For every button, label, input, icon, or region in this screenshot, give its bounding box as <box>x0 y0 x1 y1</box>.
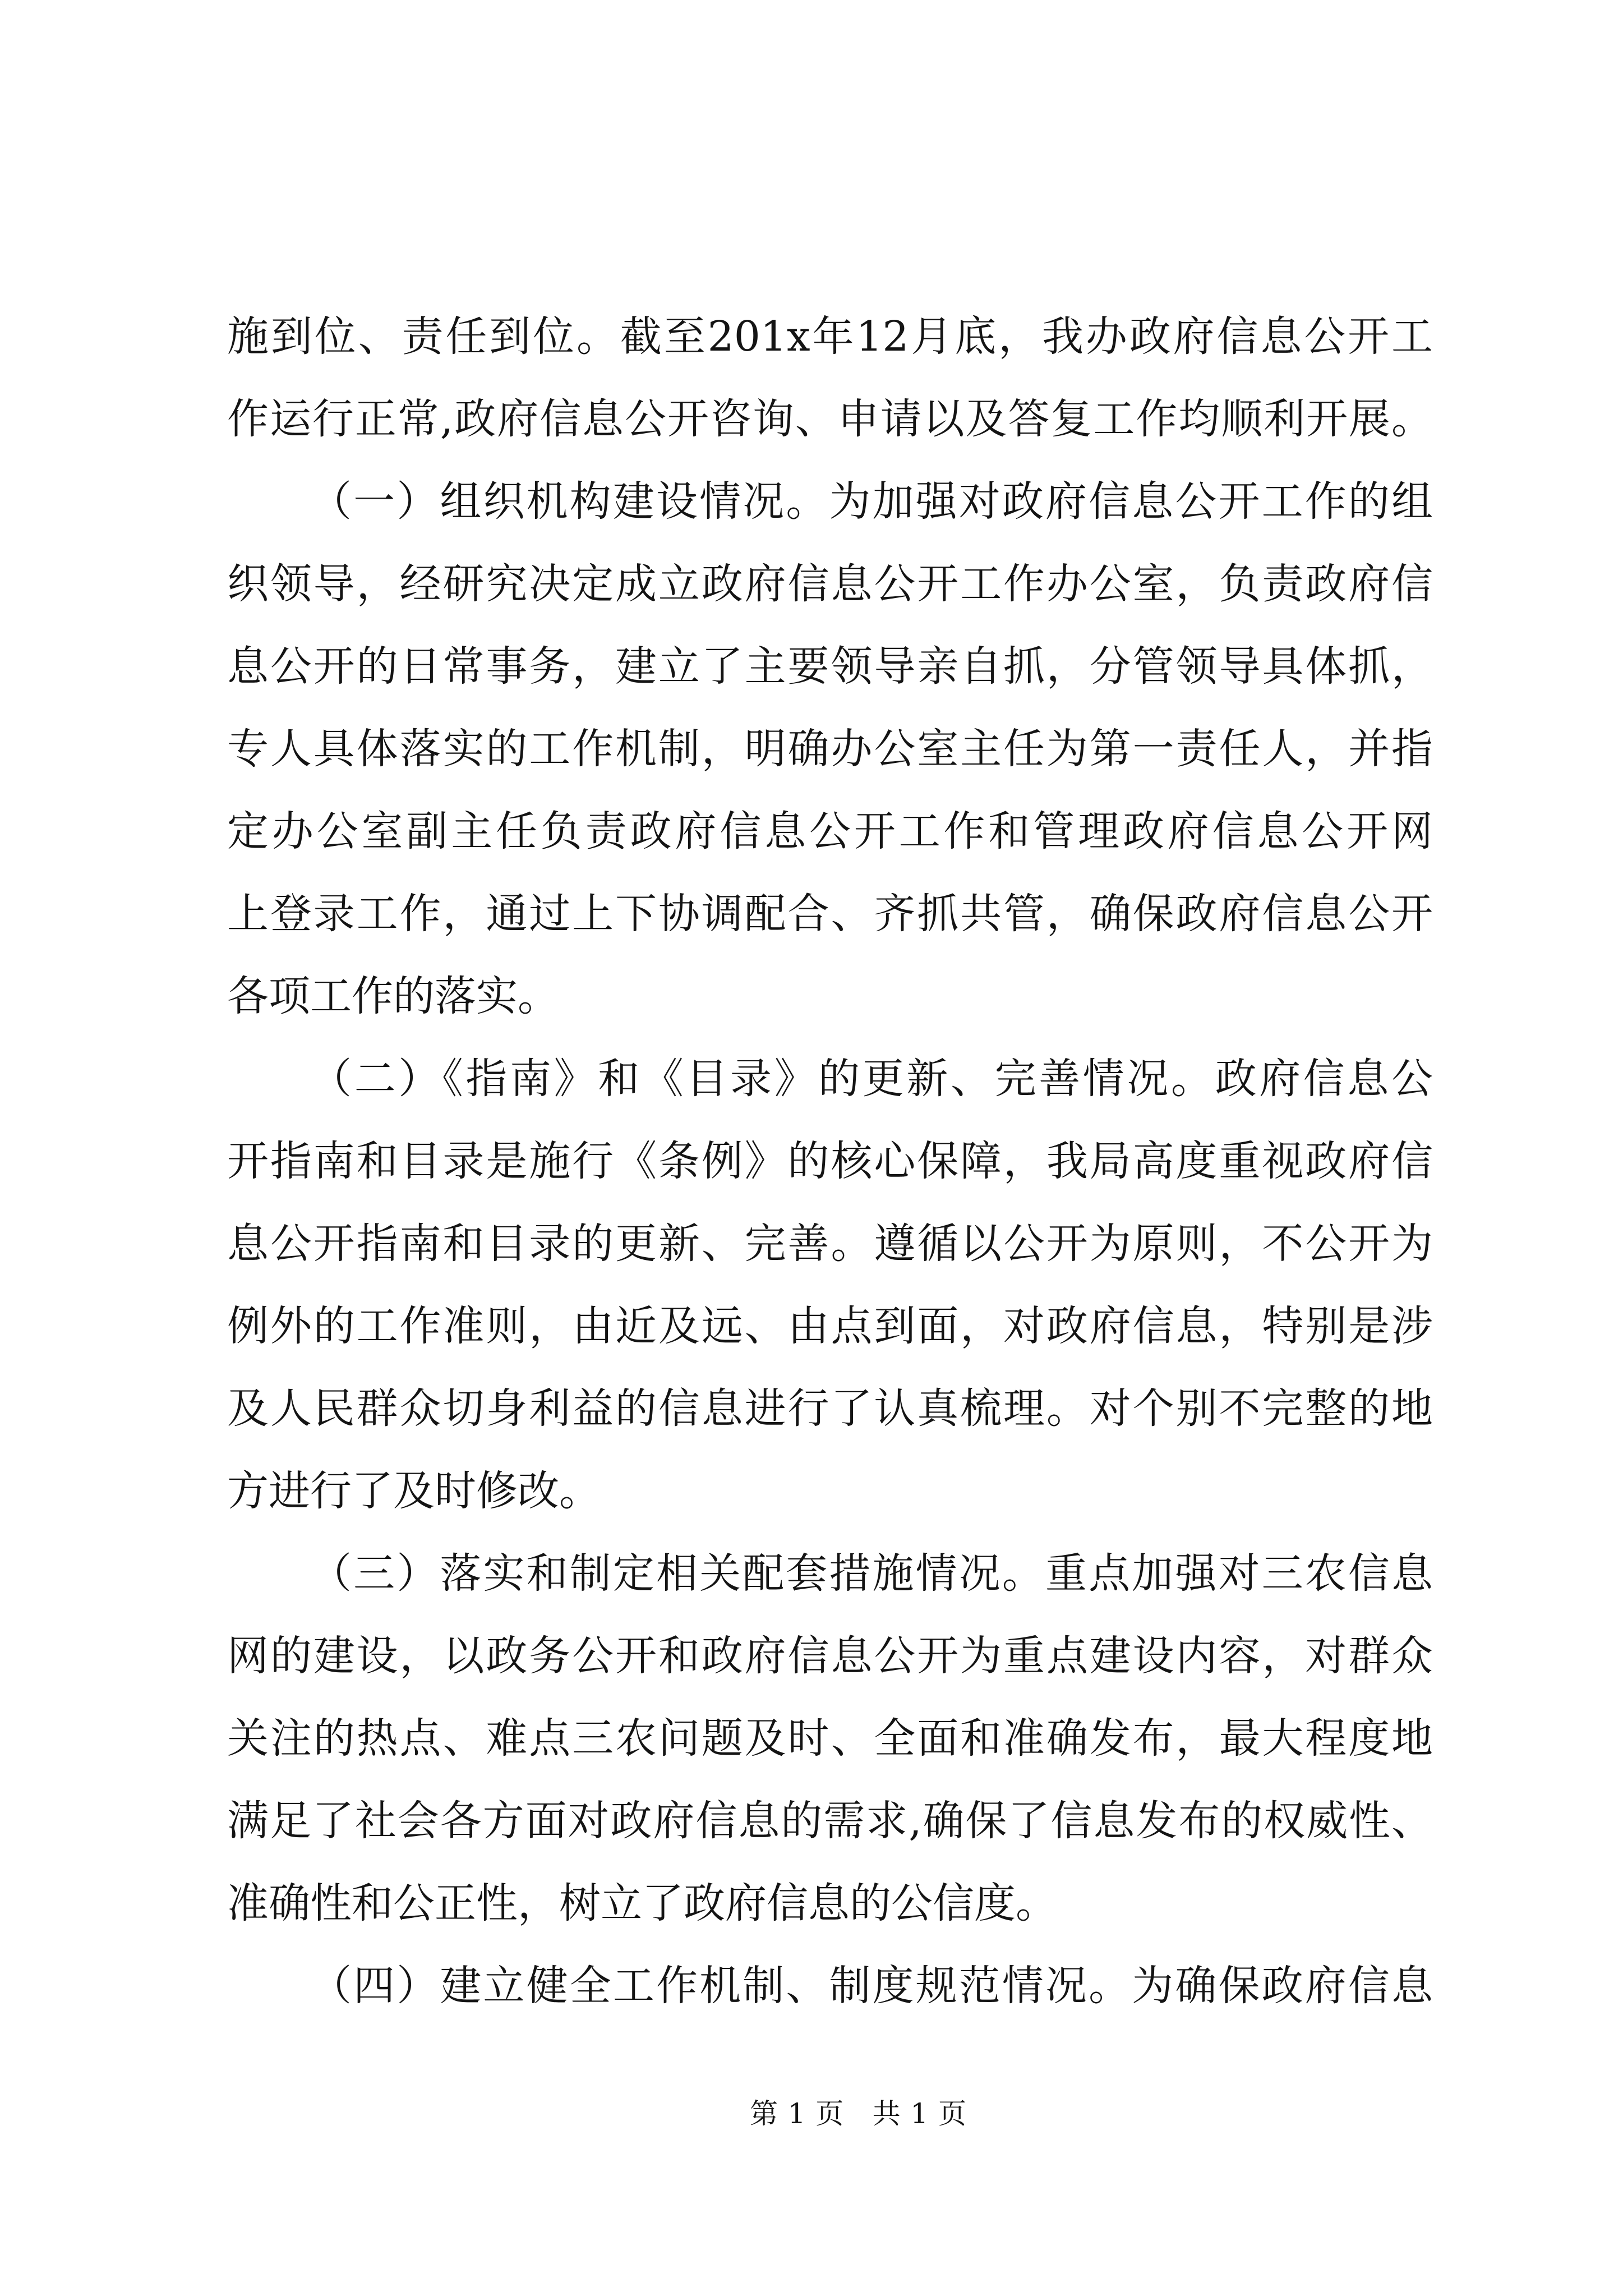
page-footer: 第1页 共1页 <box>750 2097 966 2130</box>
paragraph-continuation <box>227 296 1433 461</box>
paragraph-line: 网的建设，以政务公开和政府信息公开为重点建设内容，对群众 <box>227 1632 1433 1680</box>
paragraph-section-4 <box>227 1945 1433 2027</box>
paragraph-heading-line: （三）落实和制定相关配套措施情况。重点加强对三农信息 <box>310 1549 1433 1598</box>
paragraph-line: 作运行正常,政府信息公开咨询、申请以及答复工作均顺利开展。 <box>227 395 1433 443</box>
paragraph-line: 及人民群众切身利益的信息进行了认真梳理。对个别不完整的地 <box>227 1384 1433 1433</box>
paragraph-line: 各项工作的落实。 <box>227 972 559 1020</box>
paragraph-line: 方进行了及时修改。 <box>227 1467 601 1515</box>
paragraph-line: 上登录工作，通过上下协调配合、齐抓共管，确保政府信息公开 <box>227 890 1433 938</box>
paragraph-heading-line: （四）建立健全工作机制、制度规范情况。为确保政府信息 <box>310 1962 1433 2010</box>
paragraph-line: 施到位、责任到位。截至201x年12月底，我办政府信息公开工 <box>227 312 1433 361</box>
paragraph-line: 关注的热点、难点三农问题及时、全面和准确发布，最大程度地 <box>227 1714 1433 1763</box>
paragraph-line: 织领导，经研究决定成立政府信息公开工作办公室，负责政府信 <box>227 560 1433 608</box>
paragraph-line: 例外的工作准则，由近及远、由点到面，对政府信息，特别是涉 <box>227 1302 1433 1350</box>
paragraph-section-3 <box>227 1533 1433 1945</box>
paragraph-line: 准确性和公正性，树立了政府信息的公信度。 <box>227 1879 1057 1927</box>
paragraph-heading-line: （一）组织机构建设情况。为加强对政府信息公开工作的组 <box>310 477 1433 526</box>
paragraph-line: 息公开的日常事务，建立了主要领导亲自抓，分管领导具体抓， <box>227 642 1433 691</box>
paragraph-section-2 <box>227 1038 1433 1533</box>
paragraph-heading-line: （二）《指南》和《目录》的更新、完善情况。政府信息公 <box>310 1055 1433 1103</box>
paragraph-line: 满足了社会各方面对政府信息的需求,确保了信息发布的权威性、 <box>227 1797 1433 1845</box>
paragraph-line: 息公开指南和目录的更新、完善。遵循以公开为原则，不公开为 <box>227 1220 1433 1268</box>
paragraph-line: 专人具体落实的工作机制，明确办公室主任为第一责任人，并指 <box>227 725 1433 773</box>
paragraph-line: 开指南和目录是施行《条例》的核心保障，我局高度重视政府信 <box>227 1137 1433 1185</box>
paragraph-line: 定办公室副主任负责政府信息公开工作和管理政府信息公开网 <box>227 807 1433 855</box>
document-body <box>227 296 1433 2027</box>
paragraph-section-1 <box>227 461 1433 1038</box>
